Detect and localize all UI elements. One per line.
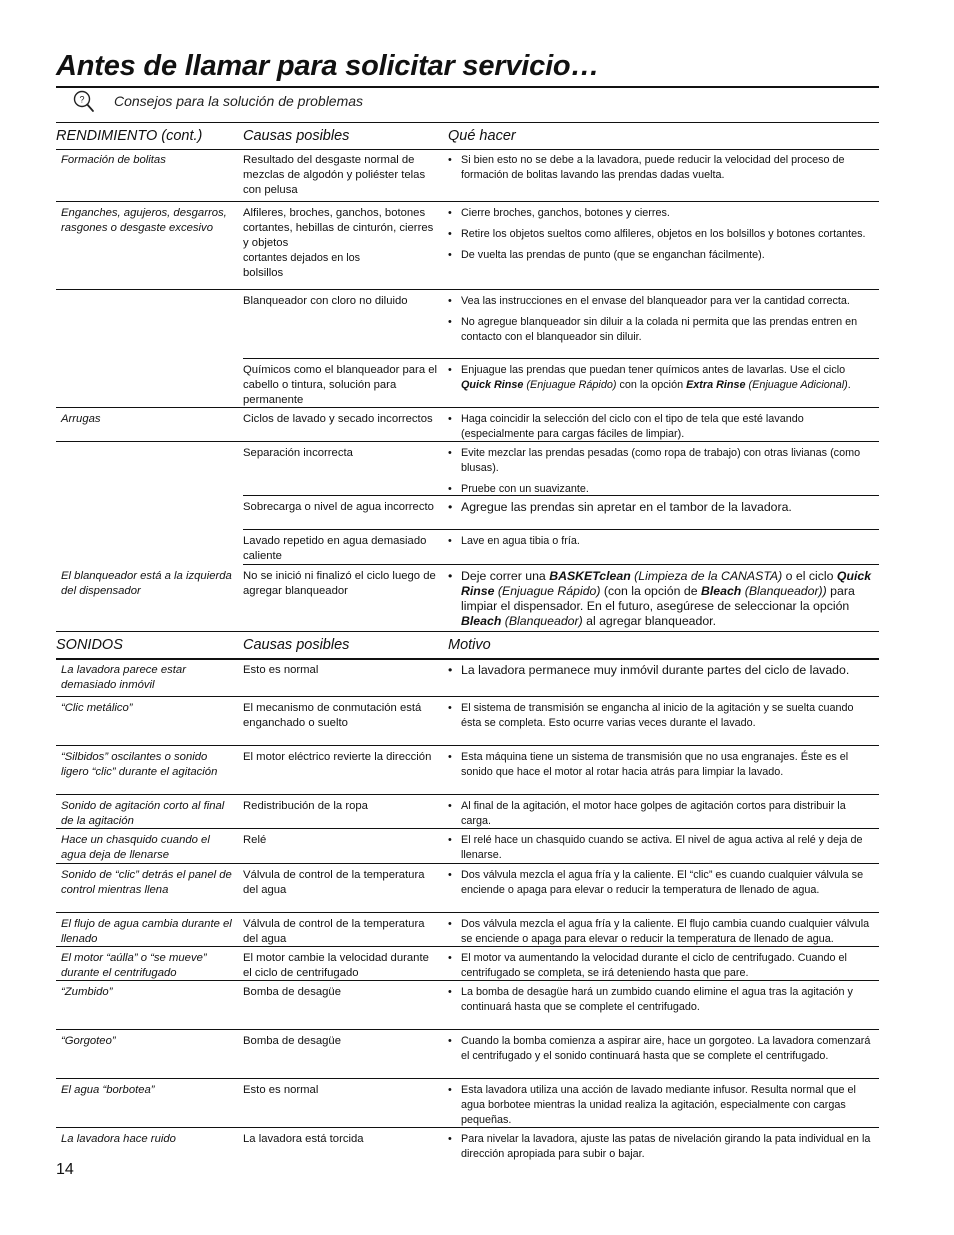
- problem-text: Hace un chasquido cuando el agua deja de llenarse: [61, 834, 210, 861]
- action-text: • Retire los objetos sueltos como alfileres, objetos en los bolsillos y botones cortantes.: [448, 227, 876, 242]
- table-row: [56, 1128, 879, 1166]
- problem-text: Formación de bolitas: [61, 154, 166, 166]
- cause-text: Válvula de control de la temperatura del agua: [243, 869, 425, 896]
- svg-text:?: ?: [79, 94, 85, 105]
- cause-text: Sobrecarga o nivel de agua incorrecto: [243, 501, 434, 513]
- sounds-col-action: Motivo: [448, 637, 491, 653]
- table-row: [56, 149, 879, 202]
- action-text: • La lavadora permanece muy inmóvil durante partes del ciclo de lavado.: [448, 663, 876, 678]
- cause-text: Redistribución de la ropa: [243, 800, 368, 812]
- performance-col-problem: RENDIMIENTO (cont.): [56, 128, 203, 144]
- table-row: [243, 442, 879, 496]
- action-text: • La bomba de desagüe hará un zumbido cuando elimine el agua tras la agitación y continuará hasta que se complete el centrifugado.: [448, 985, 876, 1015]
- problem-text: El motor “aúlla” o “se mueve” durante el centrifugado: [61, 952, 207, 979]
- action-text: • Deje correr una BASKETclean (Limpieza de la CANASTA) o el ciclo Quick Rinse (Enjuague Rápido) (con la opción de Bleach (Blanqueador)) para limpiar el dispensador. En el futuro, asegúrese de seleccionar la opción Bleach (Blanqueador) al agregar blanqueador.: [448, 569, 876, 629]
- table-row: [243, 496, 879, 530]
- table-row: [243, 290, 879, 359]
- cause-text: La lavadora está torcida: [243, 1133, 364, 1145]
- page-title: Antes de llamar para solicitar servicio…: [56, 50, 600, 82]
- cause-text: El motor eléctrico revierte la dirección: [243, 751, 432, 763]
- table-row: [56, 565, 879, 631]
- problem-text: La lavadora parece estar demasiado inmóvil: [61, 664, 186, 691]
- performance-section: [56, 122, 879, 628]
- cause-text: El mecanismo de conmutación está enganchado o suelto: [243, 702, 422, 729]
- action-text: • Pruebe con un suavizante.: [448, 482, 876, 497]
- problem-text: Arrugas: [61, 413, 101, 425]
- action-text: • Dos válvula mezcla el agua fría y la caliente. El flujo cambia cuando cualquier válvula se enciende o apaga para elevar o reducir la temperatura de llenado de agua.: [448, 917, 876, 947]
- action-text: • Si bien esto no se debe a la lavadora, puede reducir la velocidad del proceso de formación de bolitas lavando las prendas dadas vuelta.: [448, 153, 876, 183]
- action-text: • Lave en agua tibia o fría.: [448, 534, 876, 549]
- action-text: • Para nivelar la lavadora, ajuste las patas de nivelación girando la pata individual en la dirección apropiada para subir o bajar.: [448, 1132, 876, 1162]
- table-row: [56, 864, 879, 913]
- page-subtitle: Consejos para la solución de problemas: [114, 93, 364, 109]
- problem-text: El blanqueador está a la izquierda del dispensador: [61, 570, 232, 597]
- page-number: 14: [56, 1161, 74, 1178]
- table-row: [56, 1079, 879, 1128]
- cause-end: bolsillos: [243, 267, 284, 279]
- table-row: [56, 359, 879, 408]
- action-text: • Cierre broches, ganchos, botones y cierres.: [448, 206, 876, 221]
- table-row: [56, 913, 879, 947]
- performance-col-action: Qué hacer: [448, 128, 516, 144]
- cause-text: No se inició ni finalizó el ciclo luego de agregar blanqueador: [243, 570, 436, 597]
- problem-text: “Gorgoteo”: [61, 1035, 116, 1047]
- action-text: • Agregue las prendas sin apretar en el tambor de la lavadora.: [448, 500, 876, 515]
- action-text: • El relé hace un chasquido cuando se activa. El nivel de agua activa al relé y deja de llenarse.: [448, 833, 876, 863]
- cause-text: Relé: [243, 834, 267, 846]
- problem-text: Enganches, agujeros, desgarros, rasgones o desgaste excesivo: [61, 207, 227, 234]
- action-text: • Vea las instrucciones en el envase del blanqueador para ver la cantidad correcta.: [448, 294, 876, 309]
- sounds-col-problem: SONIDOS: [56, 637, 123, 653]
- problem-text: Sonido de agitación corto al final de la agitación: [61, 800, 225, 827]
- sounds-col-cause: Causas posibles: [243, 637, 350, 653]
- action-text: • No agregue blanqueador sin diluir a la colada ni permita que las prendas entren en contacto con el blanqueador sin diluir.: [448, 315, 876, 345]
- table-row: [56, 947, 879, 981]
- action-text: • Evite mezclar las prendas pesadas (como ropa de trabajo) con otras livianas (como blusas).: [448, 446, 876, 476]
- performance-header: [56, 122, 879, 150]
- action-text: • Dos válvula mezcla el agua fría y la caliente. El “clic” es cuando cualquier válvula se enciende o apaga para elevar o reducir la temperatura de llenado de agua.: [448, 868, 876, 898]
- subtitle-row: [72, 88, 363, 114]
- cause-text: Esto es normal: [243, 664, 319, 676]
- cause-text: Químicos como el blanqueador para el cabello o tintura, solución para permanente: [243, 364, 438, 406]
- table-row: [56, 1030, 879, 1079]
- sounds-section: [56, 631, 879, 1160]
- problem-text: “Zumbido”: [61, 986, 113, 998]
- cause-text: Separación incorrecta: [243, 447, 353, 459]
- table-row: [56, 408, 879, 442]
- problem-text: El flujo de agua cambia durante el llenado: [61, 918, 232, 945]
- cause-main: Alfileres, broches, ganchos, botones cortantes, hebillas de cinturón, cierres y objetos: [243, 207, 434, 249]
- table-row: [56, 746, 879, 795]
- cause-text: Bomba de desagüe: [243, 1035, 341, 1047]
- action-text: • De vuelta las prendas de punto (que se enganchan fácilmente).: [448, 248, 876, 263]
- action-text: • El sistema de transmisión se engancha al inicio de la agitación y se suelta cuando ésta se completa. Esto ocurre varias veces durante el lavado.: [448, 701, 876, 731]
- problem-text: El agua “borbotea”: [61, 1084, 155, 1096]
- action-text: • Haga coincidir la selección del ciclo con el tipo de tela que esté lavando (especialmente para cargas fáciles de limpiar).: [448, 412, 876, 442]
- cause-text: Esto es normal: [243, 1084, 319, 1096]
- cause-text: El motor cambie la velocidad durante el ciclo de centrifugado: [243, 952, 429, 979]
- cause-text: [243, 206, 438, 281]
- action-text: • Esta lavadora utiliza una acción de lavado mediante infusor. Resulta normal que el agua borbotee mientras la unidad realiza la agitación, especialmente con cargas pequeñas.: [448, 1083, 876, 1128]
- cause-text: Bomba de desagüe: [243, 986, 341, 998]
- magnifier-tips-icon: [72, 88, 96, 114]
- problem-text: Sonido de “clic” detrás el panel de control mientras llena: [61, 869, 232, 896]
- cause-small: cortantes dejados en los: [243, 252, 361, 264]
- cause-text: Resultado del desgaste normal de mezclas de algodón y poliéster telas con pelusa: [243, 154, 426, 196]
- cause-text: Lavado repetido en agua demasiado caliente: [243, 535, 427, 562]
- table-row: [56, 795, 879, 829]
- problem-text: “Clic metálico”: [61, 702, 133, 714]
- table-row: [56, 697, 879, 746]
- action-text: • Esta máquina tiene un sistema de transmisión que no usa engranajes. Éste es el sonido que hace el motor al rotar hacia atrás para limpiar la lavado.: [448, 750, 876, 780]
- action-text: • Cuando la bomba comienza a aspirar aire, hace un gorgoteo. La lavadora comenzará el centrifugado y el sonido continuará hasta que se complete el centrifugado.: [448, 1034, 876, 1064]
- cause-text: Ciclos de lavado y secado incorrectos: [243, 413, 433, 425]
- table-row: [56, 202, 879, 290]
- action-text: • Enjuague las prendas que puedan tener químicos antes de lavarlas. Use el ciclo Quick Rinse (Enjuague Rápido) con la opción Extra Rinse (Enjuague Adicional).: [448, 363, 876, 393]
- table-row: [56, 659, 879, 697]
- table-row: [56, 981, 879, 1030]
- action-text: • Al final de la agitación, el motor hace golpes de agitación cortos para distribuir la carga.: [448, 799, 876, 829]
- table-row: [56, 829, 879, 864]
- cause-text: Válvula de control de la temperatura del agua: [243, 918, 425, 945]
- problem-text: La lavadora hace ruido: [61, 1133, 176, 1145]
- action-text: • El motor va aumentando la velocidad durante el ciclo de centrifugado. Cuando el centrifugado se completa, se irá deteniendo hasta que pare.: [448, 951, 876, 981]
- table-row: [243, 530, 879, 565]
- problem-text: “Silbidos” oscilantes o sonido ligero “clic” durante el agitación: [61, 751, 218, 778]
- cause-text: Blanqueador con cloro no diluido: [243, 295, 408, 307]
- sounds-header: [56, 631, 879, 660]
- performance-col-cause: Causas posibles: [243, 128, 350, 144]
